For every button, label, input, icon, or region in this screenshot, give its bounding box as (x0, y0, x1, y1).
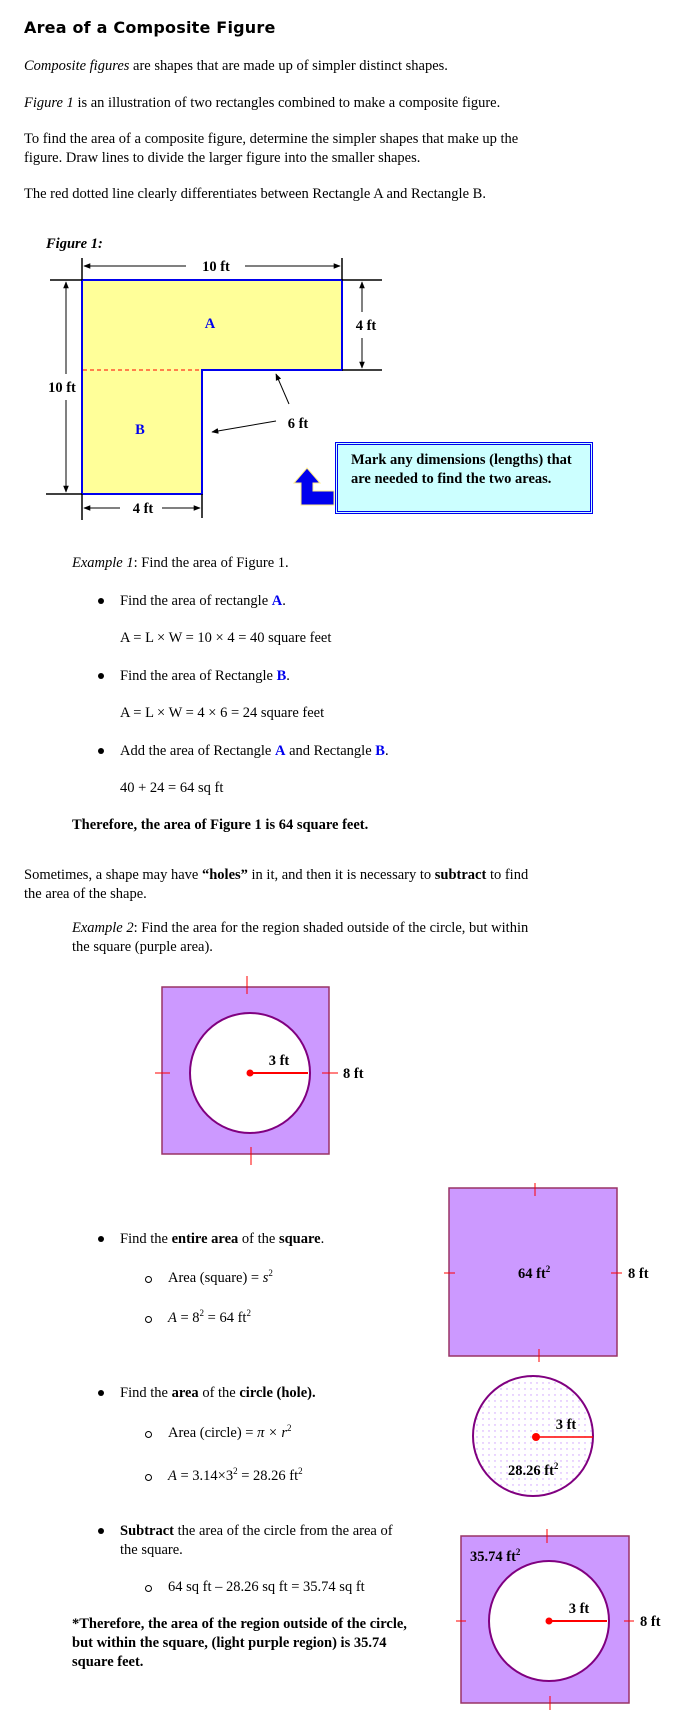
example-1-prompt: : Find the area of Figure 1. (133, 555, 289, 571)
example-2-step-3-line-1 (120, 1522, 393, 1541)
example-2-prompt-line-2: the square (purple area). (72, 939, 213, 955)
exponent: 2 (287, 1423, 292, 1433)
left-height-label: 10 ft (48, 380, 76, 396)
rect-b-ref: B (276, 668, 287, 684)
example-2-label: Example 2 (72, 920, 134, 936)
formula-text: = 8 (176, 1310, 200, 1326)
step-text: the area of the circle from the area of (173, 1523, 393, 1539)
exponent: 2 (515, 1547, 521, 1557)
example-2-step-2 (120, 1384, 316, 1403)
formula-variable: A (168, 1468, 177, 1484)
holes-term: “holes” (201, 867, 248, 883)
side-label: 8 ft (628, 1266, 649, 1282)
bullet-icon (98, 1236, 104, 1242)
sub-bullet-icon (145, 1431, 152, 1438)
sub-bullet-icon (145, 1474, 152, 1481)
subtract-term: subtract (434, 867, 487, 883)
example-2-step-3-line-2: the square. (120, 1542, 183, 1558)
step-text: of the (238, 1231, 279, 1247)
inner-length-label: 6 ft (287, 416, 309, 432)
step-text: and Rectangle (285, 743, 376, 759)
intro-text: is an illustration of two rectangles combined to make a composite figure. (73, 95, 501, 111)
formula-text: = 3.14×3 (176, 1468, 234, 1484)
formula-text: Area (square) = (168, 1270, 263, 1286)
intro-paragraph-4: The red dotted line clearly differentiates between Rectangle A and Rectangle B. (24, 186, 486, 202)
rect-a-ref: A (271, 593, 283, 609)
instruction-callout: Mark any dimensions (lengths) that are needed to find the two areas. (335, 442, 593, 514)
formula-variable: s (262, 1270, 269, 1286)
sub-bullet-icon (145, 1316, 152, 1323)
emphasis: entire area (171, 1231, 239, 1247)
step-text: Find the area of rectangle (120, 593, 272, 609)
step-text: Find the (120, 1231, 172, 1247)
radius-label: 3 ft (555, 1417, 577, 1433)
square-area-value: 64 ft (518, 1266, 546, 1282)
circle-area-label (508, 1461, 559, 1479)
step-2-formula: A = L × W = 4 × 6 = 24 square feet (120, 705, 325, 721)
rect-b-label: B (135, 422, 145, 438)
page-title: Area of a Composite Figure (24, 18, 276, 37)
formula-text: Area (circle) = (168, 1425, 258, 1441)
bullet-icon (98, 1528, 104, 1534)
step-text: Find the area of Rectangle (120, 668, 277, 684)
formula-variable: A (168, 1310, 177, 1326)
exponent: 2 (545, 1264, 551, 1274)
square-area-formula (168, 1269, 273, 1288)
intro-text: are shapes that are made up of simpler distinct shapes. (129, 58, 448, 74)
step-text: . (320, 1231, 325, 1247)
remaining-area-value: 35.74 ft (470, 1549, 516, 1565)
top-width-label: 10 ft (202, 259, 230, 275)
side-label: 8 ft (640, 1614, 661, 1630)
holes-text: Sometimes, a shape may have (24, 867, 202, 883)
example-2-conclusion-line-3: square feet. (72, 1654, 144, 1670)
step-text: of the (198, 1385, 240, 1401)
holes-text: to find (486, 867, 529, 883)
example-1-label: Example 1 (72, 555, 134, 571)
figure-1-label-colon: : (97, 236, 103, 252)
result-figure (456, 1529, 661, 1710)
holes-paragraph-line-2: the area of the shape. (24, 886, 147, 902)
term-composite-figures: Composite figures (24, 58, 130, 74)
example-2-step-1 (120, 1230, 324, 1249)
intro-paragraph-3-line-1: To find the area of a composite figure, determine the simpler shapes that make up the (24, 131, 519, 147)
square-area-figure (444, 1183, 649, 1362)
center-point (247, 1070, 254, 1077)
formula-text: = 28.26 ft (237, 1468, 299, 1484)
right-height-label: 4 ft (355, 318, 377, 334)
step-text: Add the area of Rectangle (120, 743, 275, 759)
center-point (546, 1618, 553, 1625)
example-2-conclusion-line-1: *Therefore, the area of the region outside of the circle, (72, 1616, 407, 1632)
example-1-conclusion: Therefore, the area of Figure 1 is 64 square feet. (72, 817, 369, 833)
figure-reference: Figure 1 (24, 95, 74, 111)
formula-variable: π × r (257, 1425, 288, 1441)
emphasis: area (171, 1385, 199, 1401)
bullet-icon (98, 1390, 104, 1396)
figure-1-label-text: Figure 1 (46, 236, 98, 252)
subtraction-calculation: 64 sq ft – 28.26 sq ft = 35.74 sq ft (168, 1579, 365, 1595)
exponent: 2 (553, 1461, 559, 1471)
holes-text: in it, and then it is necessary to (247, 867, 435, 883)
remaining-area-label (470, 1547, 521, 1565)
sub-bullet-icon (145, 1276, 152, 1283)
step-text: . (286, 668, 290, 684)
radius-label: 3 ft (268, 1053, 290, 1069)
circle-area-calculation (168, 1467, 303, 1486)
circle-area-value: 28.26 ft (508, 1463, 554, 1479)
exponent: 2 (246, 1308, 251, 1318)
rect-a-ref: A (275, 743, 286, 759)
circle-area-figure (473, 1376, 593, 1496)
square-area-calculation (168, 1309, 251, 1328)
side-label: 8 ft (343, 1066, 364, 1082)
radius-label: 3 ft (568, 1601, 590, 1617)
exponent: 2 (268, 1268, 273, 1278)
example-2-prompt: : Find the area for the region shaded outside of the circle, but within (133, 920, 529, 936)
rect-a-label: A (204, 316, 216, 332)
exponent: 2 (233, 1466, 238, 1476)
step-text: Find the (120, 1385, 172, 1401)
emphasis: square (278, 1231, 321, 1247)
sub-bullet-icon (145, 1585, 152, 1592)
exponent: 2 (199, 1308, 205, 1318)
step-1-formula: A = L × W = 10 × 4 = 40 square feet (120, 630, 332, 646)
center-point (532, 1433, 540, 1441)
step-3-formula: 40 + 24 = 64 sq ft (120, 780, 224, 796)
formula-text: = 64 ft (204, 1310, 247, 1326)
square-with-hole-figure (155, 976, 364, 1165)
step-text: . (384, 743, 389, 759)
emphasis: circle (hole). (239, 1385, 316, 1401)
intro-paragraph-3-line-2: figure. Draw lines to divide the larger figure into the smaller shapes. (24, 150, 421, 166)
example-2-conclusion-line-2: but within the square, (light purple region) is 35.74 (72, 1635, 387, 1651)
step-text: . (282, 593, 286, 609)
exponent: 2 (298, 1466, 303, 1476)
circle-area-formula (168, 1424, 292, 1443)
bottom-width-label: 4 ft (132, 501, 154, 517)
emphasis: Subtract (120, 1523, 174, 1539)
rect-b-ref: B (375, 743, 385, 759)
